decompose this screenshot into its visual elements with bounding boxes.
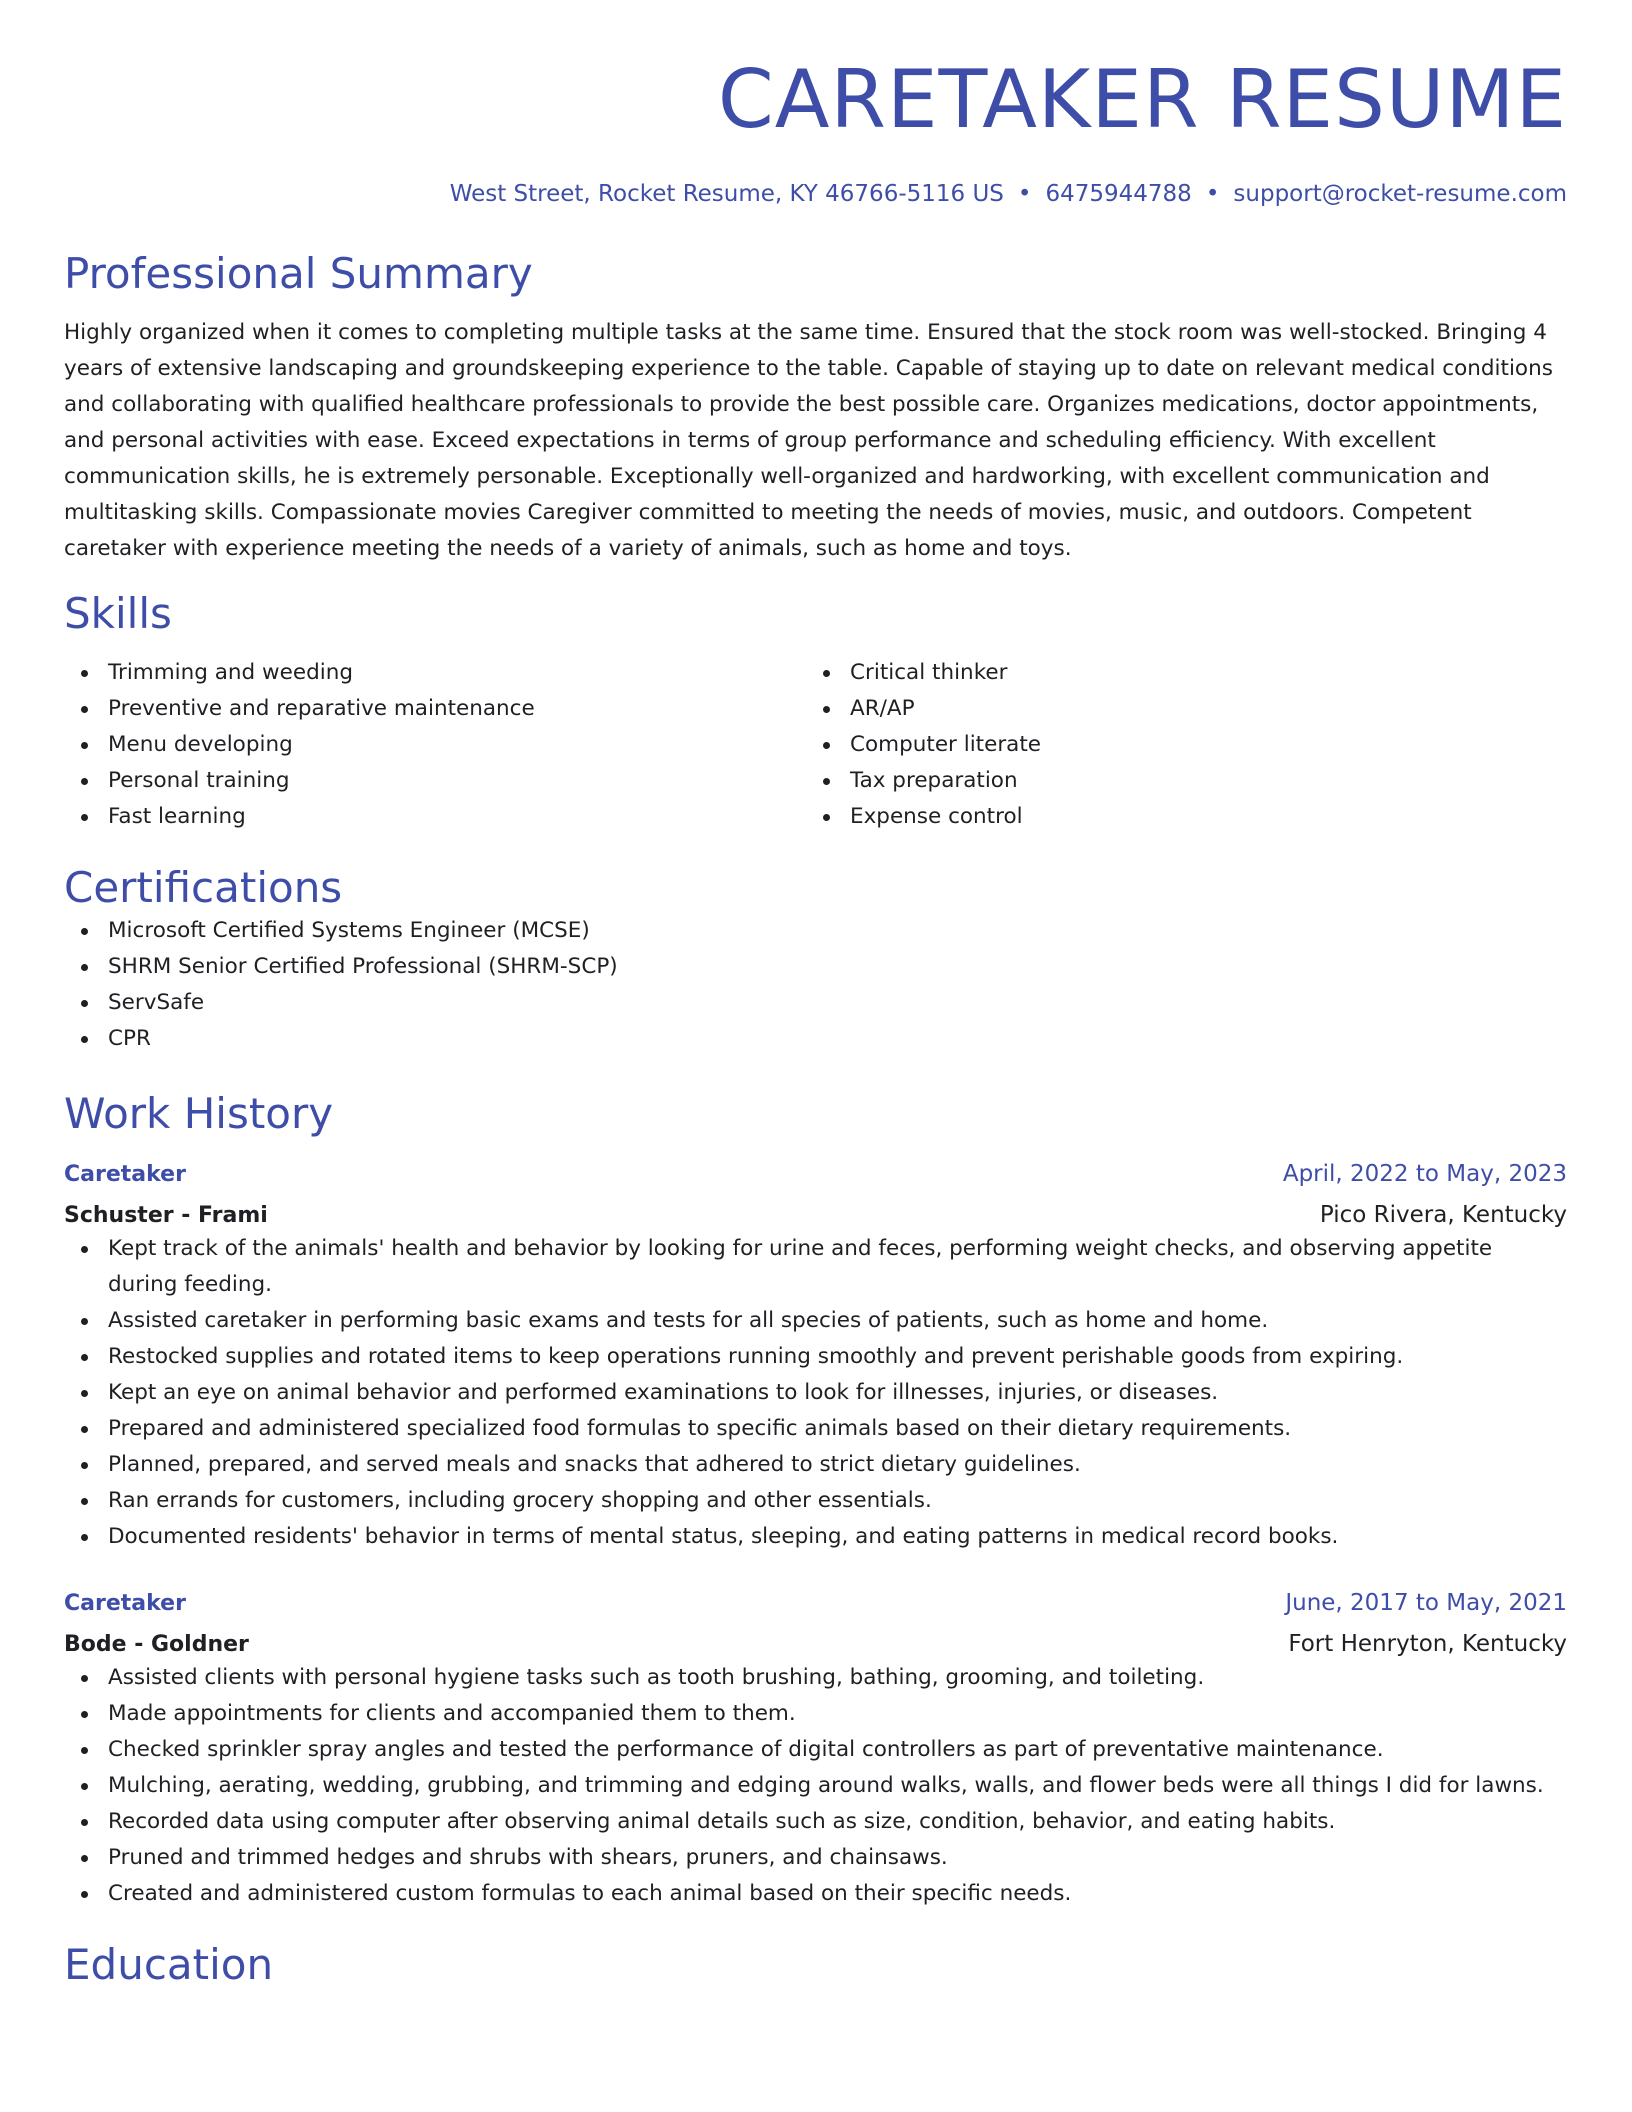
job-title: Caretaker — [64, 1591, 186, 1616]
skill-item: Preventive and reparative maintenance — [64, 691, 806, 727]
job-subheader — [64, 1200, 1567, 1231]
skills-list — [64, 655, 1567, 835]
job-entry — [64, 1588, 1567, 1912]
resume-page — [64, 0, 1567, 1990]
certification-item: Microsoft Certified Systems Engineer (MCSE) — [64, 913, 1567, 949]
summary-text: Highly organized when it comes to completing multiple tasks at the same time. Ensured that the stock room was well-stocked. Bringing 4 years of extensive landscaping and groundskeeping experience to the table. Capable of staying up to date on relevant medical conditions and collaborating with qualified healthcare professionals to provide the best possible care. Organizes medications, doctor appointments, and personal activities with ease. Exceed expectations in terms of group performance and scheduling efficiency. With excellent communication skills, he is extremely personable. Exceptionally well-organized and hardworking, with excellent communication and multitasking skills. Compassionate movies Caregiver committed to meeting the needs of movies, music, and outdoors. Competent caretaker with experience meeting the needs of a variety of animals, such as home and toys. — [64, 320, 1553, 561]
work-history-heading: Work History — [64, 1089, 334, 1138]
job-entry — [64, 1159, 1567, 1555]
contact-address: West Street, Rocket Resume, KY 46766-5116 US — [449, 181, 1004, 207]
job-duty-item: Created and administered custom formulas to each animal based on their specific needs. — [64, 1876, 1567, 1912]
skill-item: AR/AP — [806, 691, 1548, 727]
job-company: Bode - Goldner — [64, 1632, 249, 1657]
job-duty-item: Restocked supplies and rotated items to keep operations running smoothly and prevent perishable goods from expiring. — [64, 1339, 1567, 1375]
job-location: Pico Rivera, Kentucky — [1319, 1202, 1567, 1228]
certification-item: CPR — [64, 1021, 1567, 1057]
contact-separator: • — [1205, 181, 1220, 207]
job-header — [64, 1159, 1567, 1190]
skills-column-right — [806, 655, 1548, 835]
skill-item: Trimming and weeding — [64, 655, 806, 691]
job-header — [64, 1588, 1567, 1619]
skill-item: Computer literate — [806, 727, 1548, 763]
job-duty-item: Kept an eye on animal behavior and performed examinations to look for illnesses, injuries, or diseases. — [64, 1375, 1567, 1411]
resume-title: CARETAKER RESUME — [717, 53, 1567, 146]
job-company: Schuster - Frami — [64, 1203, 268, 1228]
job-title: Caretaker — [64, 1162, 186, 1187]
summary-heading: Professional Summary — [64, 249, 533, 298]
contact-separator: • — [1017, 181, 1032, 207]
skill-item: Menu developing — [64, 727, 806, 763]
job-duties-list — [64, 1231, 1567, 1555]
job-duty-item: Checked sprinkler spray angles and tested the performance of digital controllers as part of preventative maintenance. — [64, 1732, 1567, 1768]
job-duty-item: Made appointments for clients and accompanied them to them. — [64, 1696, 1567, 1732]
skills-heading: Skills — [64, 589, 172, 638]
job-subheader — [64, 1629, 1567, 1660]
job-duty-item: Ran errands for customers, including grocery shopping and other essentials. — [64, 1483, 1567, 1519]
certification-item: ServSafe — [64, 985, 1567, 1021]
skill-item: Critical thinker — [806, 655, 1548, 691]
skills-column-left — [64, 655, 806, 835]
job-duty-item: Kept track of the animals' health and behavior by looking for urine and feces, performing weight checks, and observing appetite during feeding. — [64, 1231, 1567, 1303]
job-dates: June, 2017 to May, 2021 — [1285, 1590, 1567, 1616]
contact-email: support@rocket-resume.com — [1233, 181, 1567, 207]
skill-item: Tax preparation — [806, 763, 1548, 799]
job-dates: April, 2022 to May, 2023 — [1282, 1161, 1567, 1187]
job-duty-item: Documented residents' behavior in terms of mental status, sleeping, and eating patterns in medical record books. — [64, 1519, 1567, 1555]
job-duties-list — [64, 1660, 1567, 1912]
job-duty-item: Mulching, aerating, wedding, grubbing, and trimming and edging around walks, walls, and flower beds were all things I did for lawns. — [64, 1768, 1567, 1804]
skill-item: Expense control — [806, 799, 1548, 835]
skill-item: Personal training — [64, 763, 806, 799]
job-duty-item: Assisted clients with personal hygiene tasks such as tooth brushing, bathing, grooming, and toileting. — [64, 1660, 1567, 1696]
contact-line — [64, 179, 1567, 209]
certifications-list — [64, 913, 1567, 1057]
job-duty-item: Pruned and trimmed hedges and shrubs with shears, pruners, and chainsaws. — [64, 1840, 1567, 1876]
job-duty-item: Planned, prepared, and served meals and snacks that adhered to strict dietary guidelines. — [64, 1447, 1567, 1483]
certification-item: SHRM Senior Certified Professional (SHRM-SCP) — [64, 949, 1567, 985]
certifications-heading: Certifications — [64, 863, 343, 912]
education-heading: Education — [64, 1940, 274, 1989]
skill-item: Fast learning — [64, 799, 806, 835]
job-duty-item: Prepared and administered specialized food formulas to specific animals based on their dietary requirements. — [64, 1411, 1567, 1447]
contact-phone: 6475944788 — [1045, 181, 1192, 207]
job-location: Fort Henryton, Kentucky — [1288, 1631, 1567, 1657]
job-duty-item: Recorded data using computer after observing animal details such as size, condition, behavior, and eating habits. — [64, 1804, 1567, 1840]
job-duty-item: Assisted caretaker in performing basic exams and tests for all species of patients, such as home and home. — [64, 1303, 1567, 1339]
